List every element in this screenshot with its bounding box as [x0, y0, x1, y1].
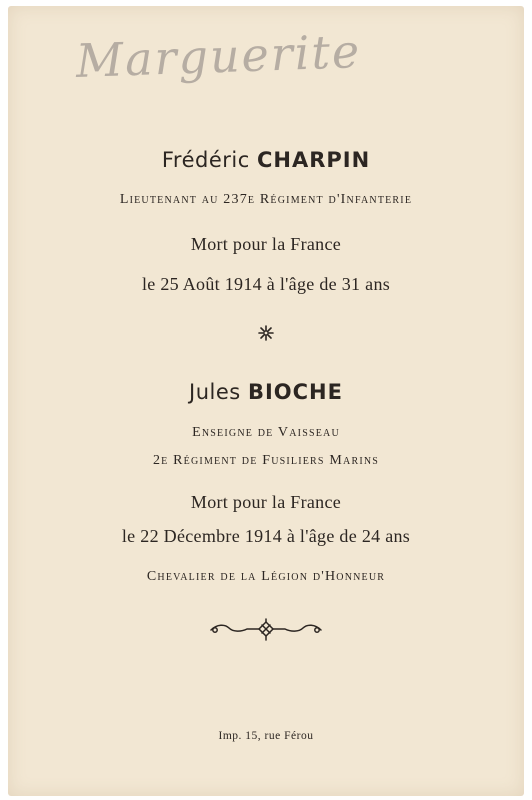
person1-date: le 25 Août 1914 à l'âge de 31 ans — [141, 274, 391, 294]
person2-honor: Chevalier de la Légion d'Honneur — [146, 569, 386, 584]
person1-rank: Lieutenant au 237e Régiment d'Infanterie — [119, 192, 413, 207]
person2-rank: Enseigne de Vaisseau — [192, 425, 340, 440]
person1-first-name: Frédéric — [161, 148, 250, 172]
handwritten-note: Marguerite — [75, 24, 362, 88]
person2-date: le 22 Décembre 1914 à l'âge de 24 ans — [121, 526, 411, 546]
memorial-card — [8, 6, 524, 796]
person1-last-name: CHARPIN — [256, 148, 371, 172]
person2-mort: Mort pour la France — [190, 492, 342, 512]
flourish-ornament-icon — [8, 618, 524, 646]
person2-name — [8, 380, 524, 404]
person2-last-name: BIOCHE — [247, 380, 343, 404]
person2-first-name: Jules — [189, 380, 241, 404]
separator-cross-icon — [8, 324, 524, 346]
person2-unit: 2e Régiment de Fusiliers Marins — [152, 453, 380, 468]
printer-imprint: Imp. 15, rue Férou — [218, 730, 314, 742]
person1-name — [8, 148, 524, 172]
person1-mort: Mort pour la France — [190, 234, 342, 254]
